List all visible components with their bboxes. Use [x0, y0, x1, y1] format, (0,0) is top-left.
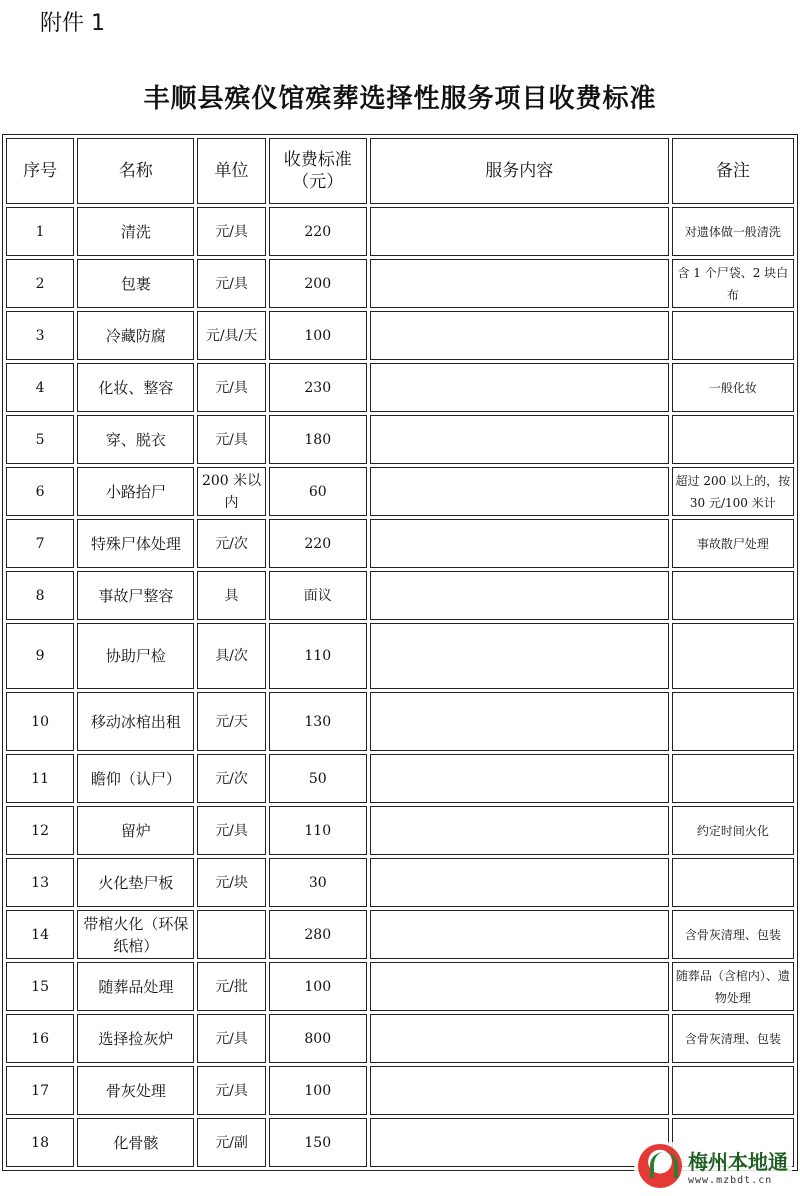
cell-no: 11 [6, 754, 74, 803]
cell-name: 协助尸检 [77, 623, 194, 689]
cell-unit: 元/具 [197, 415, 265, 464]
header-fee: 收费标准（元） [269, 138, 367, 204]
cell-note [672, 623, 794, 689]
cell-note [672, 311, 794, 360]
cell-content [370, 1066, 669, 1115]
cell-no: 13 [6, 858, 74, 907]
cell-unit: 元/具 [197, 1066, 265, 1115]
cell-note: 含骨灰清理、包装 [672, 910, 794, 959]
cell-unit: 元/具 [197, 806, 265, 855]
document-title: 丰顺县殡仪馆殡葬选择性服务项目收费标准 [143, 84, 657, 114]
cell-content [370, 519, 669, 568]
cell-fee: 110 [269, 806, 367, 855]
cell-no: 2 [6, 259, 74, 308]
cell-unit: 200 米以内 [197, 467, 265, 516]
cell-fee: 100 [269, 962, 367, 1011]
cell-name: 事故尸整容 [77, 571, 194, 620]
cell-note: 含骨灰清理、包装 [672, 1014, 794, 1063]
cell-name: 特殊尸体处理 [77, 519, 194, 568]
cell-content [370, 207, 669, 256]
cell-unit: 具 [197, 571, 265, 620]
cell-unit: 元/批 [197, 962, 265, 1011]
table-row [6, 519, 794, 568]
cell-name: 冷藏防腐 [77, 311, 194, 360]
cell-unit [197, 910, 265, 959]
cell-fee: 200 [269, 259, 367, 308]
cell-note [672, 858, 794, 907]
cell-fee: 110 [269, 623, 367, 689]
cell-note [672, 754, 794, 803]
cell-no: 1 [6, 207, 74, 256]
cell-no: 3 [6, 311, 74, 360]
table-row [6, 207, 794, 256]
cell-no: 14 [6, 910, 74, 959]
cell-note: 对遗体做一般清洗 [672, 207, 794, 256]
cell-note: 一般化妆 [672, 363, 794, 412]
fee-table [2, 134, 798, 1171]
cell-content [370, 311, 669, 360]
cell-content [370, 962, 669, 1011]
cell-fee: 150 [269, 1118, 367, 1167]
cell-content [370, 363, 669, 412]
cell-unit: 元/具/天 [197, 311, 265, 360]
fee-table-body [6, 207, 794, 1167]
table-row [6, 962, 794, 1011]
cell-no: 5 [6, 415, 74, 464]
cell-unit: 元/具 [197, 259, 265, 308]
site-url: www.mzbdt.cn [688, 1175, 773, 1186]
cell-content [370, 806, 669, 855]
cell-unit: 元/具 [197, 207, 265, 256]
header-content: 服务内容 [370, 138, 669, 204]
cell-fee: 60 [269, 467, 367, 516]
table-row [6, 754, 794, 803]
cell-no: 10 [6, 692, 74, 751]
table-row [6, 806, 794, 855]
table-row [6, 692, 794, 751]
cell-content [370, 415, 669, 464]
cell-fee: 220 [269, 519, 367, 568]
cell-note: 事故散尸处理 [672, 519, 794, 568]
cell-no: 6 [6, 467, 74, 516]
cell-unit: 元/具 [197, 363, 265, 412]
table-row [6, 1066, 794, 1115]
table-header-row [6, 138, 794, 204]
cell-unit: 元/次 [197, 519, 265, 568]
table-row [6, 415, 794, 464]
cell-name: 清洗 [77, 207, 194, 256]
header-no: 序号 [6, 138, 74, 204]
cell-note [672, 571, 794, 620]
cell-note: 约定时间火化 [672, 806, 794, 855]
cell-fee: 180 [269, 415, 367, 464]
cell-content [370, 754, 669, 803]
table-row [6, 571, 794, 620]
cell-name: 穿、脱衣 [77, 415, 194, 464]
attachment-label: 附件 1 [40, 11, 105, 36]
cell-fee: 30 [269, 858, 367, 907]
cell-no: 9 [6, 623, 74, 689]
table-row [6, 259, 794, 308]
table-row [6, 623, 794, 689]
cell-content [370, 858, 669, 907]
cell-note: 超过 200 以上的，按 30 元/100 米计 [672, 467, 794, 516]
cell-unit: 元/块 [197, 858, 265, 907]
cell-fee: 800 [269, 1014, 367, 1063]
cell-content [370, 1014, 669, 1063]
cell-fee: 130 [269, 692, 367, 751]
cell-name: 瞻仰（认尸） [77, 754, 194, 803]
cell-name: 小路抬尸 [77, 467, 194, 516]
site-name: 梅州本地通 [688, 1150, 788, 1174]
cell-name: 化骨骸 [77, 1118, 194, 1167]
header-note: 备注 [672, 138, 794, 204]
cell-name: 移动冰棺出租 [77, 692, 194, 751]
cell-no: 4 [6, 363, 74, 412]
cell-unit: 元/具 [197, 1014, 265, 1063]
cell-name: 留炉 [77, 806, 194, 855]
cell-fee: 面议 [269, 571, 367, 620]
cell-fee: 230 [269, 363, 367, 412]
cell-content [370, 623, 669, 689]
cell-no: 15 [6, 962, 74, 1011]
cell-no: 8 [6, 571, 74, 620]
cell-unit: 元/副 [197, 1118, 265, 1167]
cell-note [672, 692, 794, 751]
table-row [6, 363, 794, 412]
cell-name: 选择捡灰炉 [77, 1014, 194, 1063]
cell-name: 化妆、整容 [77, 363, 194, 412]
cell-content [370, 259, 669, 308]
cell-name: 包裹 [77, 259, 194, 308]
cell-name: 火化垫尸板 [77, 858, 194, 907]
cell-content [370, 1118, 669, 1167]
header-name: 名称 [77, 138, 194, 204]
site-logo-icon [638, 1144, 682, 1188]
cell-content [370, 910, 669, 959]
cell-fee: 50 [269, 754, 367, 803]
cell-fee: 220 [269, 207, 367, 256]
cell-unit: 具/次 [197, 623, 265, 689]
cell-unit: 元/次 [197, 754, 265, 803]
cell-fee: 100 [269, 311, 367, 360]
cell-name: 骨灰处理 [77, 1066, 194, 1115]
table-row [6, 910, 794, 959]
cell-name: 随葬品处理 [77, 962, 194, 1011]
cell-unit: 元/天 [197, 692, 265, 751]
header-unit: 单位 [197, 138, 265, 204]
cell-no: 7 [6, 519, 74, 568]
cell-name: 带棺火化（环保纸棺） [77, 910, 194, 959]
table-row [6, 311, 794, 360]
cell-content [370, 467, 669, 516]
cell-no: 12 [6, 806, 74, 855]
cell-no: 17 [6, 1066, 74, 1115]
cell-note: 随葬品（含棺内）、遗物处理 [672, 962, 794, 1011]
cell-fee: 280 [269, 910, 367, 959]
cell-content [370, 571, 669, 620]
cell-no: 18 [6, 1118, 74, 1167]
cell-fee: 100 [269, 1066, 367, 1115]
cell-note [672, 1066, 794, 1115]
site-watermark [634, 1142, 792, 1190]
cell-content [370, 692, 669, 751]
cell-no: 16 [6, 1014, 74, 1063]
cell-note: 含 1 个尸袋、2 块白布 [672, 259, 794, 308]
table-row [6, 858, 794, 907]
table-row [6, 467, 794, 516]
cell-note [672, 415, 794, 464]
table-row [6, 1014, 794, 1063]
